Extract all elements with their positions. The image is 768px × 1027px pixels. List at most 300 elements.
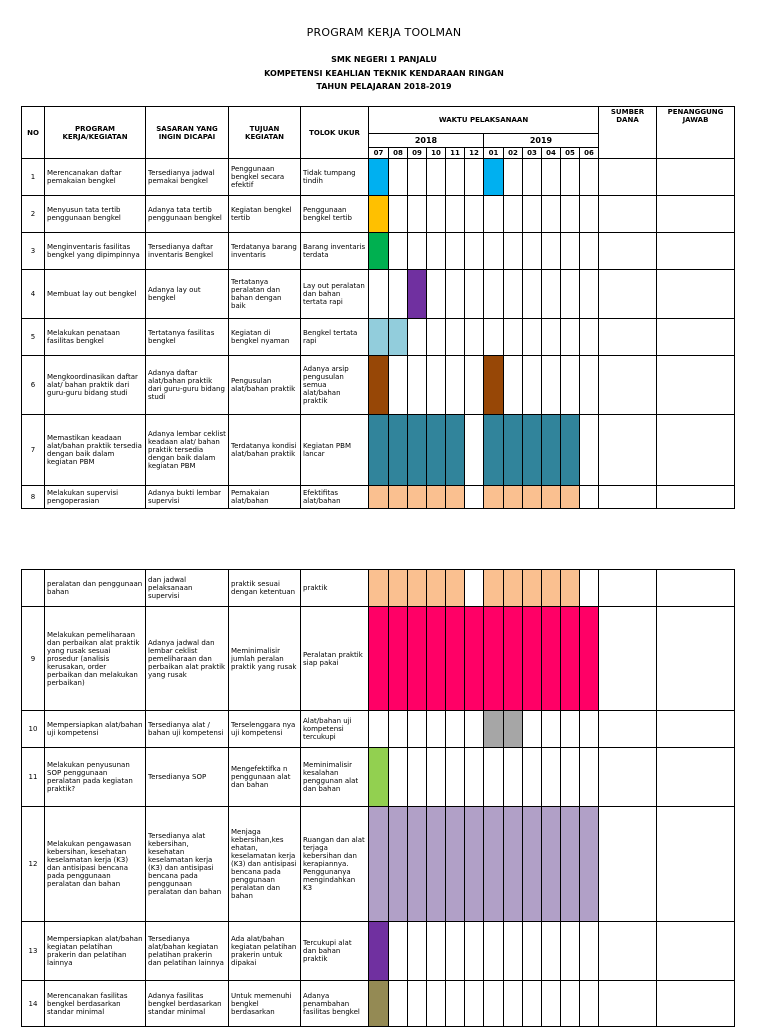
schedule-cell [484, 270, 504, 319]
sumber-cell [599, 807, 657, 922]
penanggung-cell [657, 159, 735, 196]
program-cell: Melakukan penataan fasilitas bengkel [45, 319, 146, 356]
program-cell: Mempersiapkan alat/bahan uji kompetensi [45, 711, 146, 748]
schedule-cell-filled [484, 415, 504, 486]
header-tolok: TOLOK UKUR [301, 107, 369, 159]
program-cell: Membuat lay out bengkel [45, 270, 146, 319]
schedule-cell-filled [504, 607, 523, 711]
schedule-cell [580, 711, 599, 748]
schedule-cell [369, 270, 389, 319]
program-cell: Melakukan pemeliharaan dan perbaikan alat praktik yang rusak sesuai prosedur (analisis kerusakan, order perbaikan dan melakukan perbaikan) [45, 607, 146, 711]
schedule-cell [427, 270, 446, 319]
schedule-cell-filled [523, 607, 542, 711]
tolok-cell: Meminimalisir kesalahan penggunan alat dan bahan [301, 748, 369, 807]
schedule-cell [427, 196, 446, 233]
schedule-cell-filled [408, 270, 427, 319]
schedule-cell [484, 196, 504, 233]
schedule-cell-filled [561, 486, 580, 509]
tolok-cell: Peralatan praktik siap pakai [301, 607, 369, 711]
schedule-cell [446, 922, 465, 981]
schedule-cell [580, 486, 599, 509]
table-row [22, 748, 735, 807]
schedule-cell [504, 233, 523, 270]
schedule-cell-filled [484, 711, 504, 748]
penanggung-cell [657, 711, 735, 748]
schedule-cell-filled [446, 607, 465, 711]
tujuan-cell: Kegiatan bengkel tertib [229, 196, 301, 233]
tujuan-cell: Menjaga kebersihan,kes ehatan, keselamatan kerja (K3) dan antisipasi bencana pada penggunaan peralatan dan bahan [229, 807, 301, 922]
schedule-cell [580, 319, 599, 356]
schedule-cell [446, 711, 465, 748]
sumber-cell [599, 270, 657, 319]
table-row [22, 807, 735, 922]
schedule-cell [484, 319, 504, 356]
sasaran-cell: Tertatanya fasilitas bengkel [146, 319, 229, 356]
sumber-cell [599, 570, 657, 607]
table-row [22, 486, 735, 509]
schedule-cell-filled [523, 807, 542, 922]
month-header-cell: 05 [561, 148, 580, 159]
month-header-cell: 04 [542, 148, 561, 159]
schedule-cell [523, 196, 542, 233]
schedule-cell-filled [369, 356, 389, 415]
sasaran-cell: Adanya tata tertib penggunaan bengkel [146, 196, 229, 233]
schedule-cell [580, 570, 599, 607]
schedule-cell-filled [427, 570, 446, 607]
schedule-cell [465, 415, 484, 486]
schedule-cell [580, 415, 599, 486]
program-cell: Melakukan supervisi pengoperasian [45, 486, 146, 509]
schedule-cell [542, 319, 561, 356]
penanggung-cell [657, 356, 735, 415]
program-cell: Melakukan pengawasan kebersihan, kesehatan keselamatan kerja (K3) dan antisipasi bencana pada penggunaan peralatan dan bahan [45, 807, 146, 922]
tolok-cell: Tercukupi alat dan bahan praktik [301, 922, 369, 981]
page-title: PROGRAM KERJA TOOLMAN [306, 26, 462, 39]
schedule-cell [446, 270, 465, 319]
table-row [22, 196, 735, 233]
sumber-cell [599, 711, 657, 748]
table-row [22, 233, 735, 270]
schedule-cell-filled [446, 807, 465, 922]
table-row [22, 159, 735, 196]
schedule-cell [542, 270, 561, 319]
schedule-cell [389, 196, 408, 233]
tolok-cell: Barang inventaris terdata [301, 233, 369, 270]
row-number [22, 570, 45, 607]
schedule-cell-filled [504, 711, 523, 748]
schedule-cell-filled [369, 196, 389, 233]
tujuan-cell: Terselenggara nya uji kompetensi [229, 711, 301, 748]
row-number: 2 [22, 196, 45, 233]
schedule-cell-filled [408, 607, 427, 711]
schedule-cell [446, 196, 465, 233]
schedule-cell [504, 196, 523, 233]
schedule-cell [465, 711, 484, 748]
program-cell: Merencanakan fasilitas bengkel berdasarkan standar minimal [45, 981, 146, 1027]
tujuan-cell: Meminimalisir jumlah peralan praktik yang rusak [229, 607, 301, 711]
schedule-cell-filled [369, 415, 389, 486]
schedule-cell [408, 356, 427, 415]
tolok-cell: Bengkel tertata rapi [301, 319, 369, 356]
schedule-cell [561, 159, 580, 196]
sumber-cell [599, 415, 657, 486]
schedule-cell-filled [523, 486, 542, 509]
sasaran-cell: Adanya lay out bengkel [146, 270, 229, 319]
sumber-cell [599, 922, 657, 981]
kompetensi-line: KOMPETENSI KEAHLIAN TEKNIK KENDARAAN RINGAN [264, 69, 504, 78]
schedule-cell [408, 922, 427, 981]
schedule-cell-filled [369, 922, 389, 981]
sasaran-cell: Tersedianya SOP [146, 748, 229, 807]
schedule-cell-filled [484, 159, 504, 196]
schedule-cell [427, 356, 446, 415]
schedule-cell-filled [389, 415, 408, 486]
program-cell: peralatan dan penggunaan bahan [45, 570, 146, 607]
row-number: 14 [22, 981, 45, 1027]
schedule-cell-filled [408, 570, 427, 607]
month-header-cell: 01 [484, 148, 504, 159]
schedule-cell [542, 922, 561, 981]
schedule-cell [427, 159, 446, 196]
tolok-cell: Kegiatan PBM lancar [301, 415, 369, 486]
schedule-cell-filled [369, 981, 389, 1027]
program-cell: Menginventaris fasilitas bengkel yang dipimpinnya [45, 233, 146, 270]
penanggung-cell [657, 233, 735, 270]
schedule-cell-filled [561, 807, 580, 922]
table-row [22, 319, 735, 356]
table-row [22, 711, 735, 748]
tujuan-cell: Terdatanya barang inventaris [229, 233, 301, 270]
header-year-2019: 2019 [484, 134, 599, 148]
schedule-cell [561, 319, 580, 356]
row-number: 10 [22, 711, 45, 748]
schedule-cell-filled [427, 807, 446, 922]
schedule-cell-filled [542, 807, 561, 922]
program-cell: Mengkoordinasikan daftar alat/ bahan praktik dari guru-guru bidang studi [45, 356, 146, 415]
tujuan-cell: praktik sesuai dengan ketentuan [229, 570, 301, 607]
schedule-cell-filled [484, 607, 504, 711]
program-table-page-1 [21, 106, 735, 509]
schedule-cell [408, 196, 427, 233]
month-header-cell: 09 [408, 148, 427, 159]
penanggung-cell [657, 319, 735, 356]
tolok-cell: Alat/bahan uji kompetensi tercukupi [301, 711, 369, 748]
schedule-cell [504, 981, 523, 1027]
schedule-cell-filled [561, 415, 580, 486]
tujuan-cell: Terdatanya kondisi alat/bahan praktik [229, 415, 301, 486]
schedule-cell [561, 748, 580, 807]
row-number: 11 [22, 748, 45, 807]
tujuan-cell: Pengusulan alat/bahan praktik [229, 356, 301, 415]
schedule-cell [408, 233, 427, 270]
schedule-cell [446, 233, 465, 270]
schedule-cell [580, 270, 599, 319]
schedule-cell [484, 922, 504, 981]
tujuan-cell: Mengefektifka n penggunaan alat dan bahan [229, 748, 301, 807]
schedule-cell [408, 159, 427, 196]
sumber-cell [599, 233, 657, 270]
schedule-cell-filled [504, 486, 523, 509]
sasaran-cell: dan jadwal pelaksanaan supervisi [146, 570, 229, 607]
sumber-cell [599, 196, 657, 233]
sumber-cell [599, 486, 657, 509]
program-cell: Menyusun tata tertib penggunaan bengkel [45, 196, 146, 233]
schedule-cell [580, 159, 599, 196]
schedule-cell-filled [389, 807, 408, 922]
schedule-cell-filled [369, 807, 389, 922]
month-header-cell: 02 [504, 148, 523, 159]
schedule-cell-filled [408, 807, 427, 922]
schedule-cell [408, 319, 427, 356]
sasaran-cell: Adanya daftar alat/bahan praktik dari guru-guru bidang studi [146, 356, 229, 415]
schedule-cell-filled [446, 570, 465, 607]
school-name: SMK NEGERI 1 PANJALU [331, 55, 437, 64]
schedule-cell-filled [465, 807, 484, 922]
schedule-cell [504, 270, 523, 319]
schedule-cell [389, 356, 408, 415]
sasaran-cell: Tersedianya alat/bahan kegiatan pelatihan prakerin dan pelatihan lainnya [146, 922, 229, 981]
header-year-2018: 2018 [369, 134, 484, 148]
schedule-cell [542, 711, 561, 748]
schedule-cell [561, 922, 580, 981]
row-number: 7 [22, 415, 45, 486]
table-row [22, 922, 735, 981]
schedule-cell [542, 748, 561, 807]
tujuan-cell: Untuk memenuhi bengkel berdasarkan [229, 981, 301, 1027]
schedule-cell [580, 981, 599, 1027]
table-row [22, 607, 735, 711]
schedule-cell-filled [561, 570, 580, 607]
schedule-cell-filled [504, 570, 523, 607]
table-row [22, 415, 735, 486]
schedule-cell [484, 981, 504, 1027]
schedule-cell [561, 233, 580, 270]
schedule-cell [504, 356, 523, 415]
schedule-cell-filled [427, 486, 446, 509]
schedule-cell-filled [465, 607, 484, 711]
schedule-cell [523, 319, 542, 356]
schedule-cell [446, 319, 465, 356]
program-table-page-2 [21, 569, 735, 1027]
schedule-cell-filled [389, 486, 408, 509]
header-penanggung: PENANGGUNG JAWAB [657, 107, 735, 159]
schedule-cell [427, 319, 446, 356]
schedule-cell-filled [484, 356, 504, 415]
schedule-cell [389, 159, 408, 196]
program-cell: Mempersiapkan alat/bahan kegiatan pelatihan prakerin dan pelatihan lainnya [45, 922, 146, 981]
tolok-cell: praktik [301, 570, 369, 607]
academic-year: TAHUN PELAJARAN 2018-2019 [316, 82, 452, 91]
month-header-cell: 12 [465, 148, 484, 159]
row-number: 8 [22, 486, 45, 509]
penanggung-cell [657, 415, 735, 486]
tolok-cell: Lay out peralatan dan bahan tertata rapi [301, 270, 369, 319]
header-sumber: SUMBER DANA [599, 107, 657, 159]
month-header-cell: 06 [580, 148, 599, 159]
schedule-cell-filled [504, 807, 523, 922]
schedule-cell [542, 159, 561, 196]
schedule-cell [427, 233, 446, 270]
schedule-cell [369, 711, 389, 748]
schedule-cell [580, 748, 599, 807]
tujuan-cell: Penggunaan bengkel secara efektif [229, 159, 301, 196]
schedule-cell [561, 711, 580, 748]
schedule-cell [465, 981, 484, 1027]
header-program: PROGRAM KERJA/KEGIATAN [45, 107, 146, 159]
schedule-cell [446, 748, 465, 807]
penanggung-cell [657, 270, 735, 319]
schedule-cell [389, 711, 408, 748]
sasaran-cell: Adanya bukti lembar supervisi [146, 486, 229, 509]
schedule-cell-filled [446, 486, 465, 509]
schedule-cell [465, 748, 484, 807]
month-header-cell: 11 [446, 148, 465, 159]
schedule-cell [580, 356, 599, 415]
schedule-cell [580, 196, 599, 233]
sumber-cell [599, 319, 657, 356]
penanggung-cell [657, 807, 735, 922]
row-number: 6 [22, 356, 45, 415]
schedule-cell-filled [580, 807, 599, 922]
schedule-cell-filled [369, 233, 389, 270]
schedule-cell-filled [561, 607, 580, 711]
schedule-cell [523, 711, 542, 748]
schedule-cell-filled [389, 319, 408, 356]
schedule-cell-filled [408, 486, 427, 509]
schedule-cell-filled [389, 570, 408, 607]
schedule-cell-filled [369, 570, 389, 607]
tujuan-cell: Tertatanya peralatan dan bahan dengan baik [229, 270, 301, 319]
header-waktu: WAKTU PELAKSANAAN [369, 107, 599, 134]
schedule-cell [523, 159, 542, 196]
schedule-cell-filled [542, 415, 561, 486]
schedule-cell [465, 270, 484, 319]
schedule-cell [465, 486, 484, 509]
schedule-cell [408, 981, 427, 1027]
table-row [22, 570, 735, 607]
schedule-cell [561, 196, 580, 233]
schedule-cell [408, 748, 427, 807]
schedule-cell [427, 711, 446, 748]
schedule-cell [446, 159, 465, 196]
schedule-cell [484, 748, 504, 807]
schedule-cell [542, 981, 561, 1027]
schedule-cell [465, 159, 484, 196]
schedule-cell [542, 356, 561, 415]
schedule-cell [427, 922, 446, 981]
schedule-cell-filled [542, 607, 561, 711]
program-cell: Melakukan penyusunan SOP penggunaan peralatan pada kegiatan praktik? [45, 748, 146, 807]
schedule-cell-filled [484, 807, 504, 922]
schedule-cell [580, 233, 599, 270]
schedule-cell [389, 233, 408, 270]
schedule-cell [446, 356, 465, 415]
schedule-cell [389, 748, 408, 807]
row-number: 13 [22, 922, 45, 981]
schedule-cell [504, 748, 523, 807]
schedule-cell-filled [369, 486, 389, 509]
tujuan-cell: Ada alat/bahan kegiatan pelatihan prakerin untuk dipakai [229, 922, 301, 981]
tolok-cell: Ruangan dan alat terjaga kebersihan dan kerapiannya. Penggunanya mengindahkan K3 [301, 807, 369, 922]
row-number: 1 [22, 159, 45, 196]
schedule-cell [523, 233, 542, 270]
schedule-cell [427, 981, 446, 1027]
header-no: NO [22, 107, 45, 159]
tolok-cell: Tidak tumpang tindih [301, 159, 369, 196]
penanggung-cell [657, 570, 735, 607]
schedule-cell [561, 356, 580, 415]
schedule-cell [523, 356, 542, 415]
row-number: 4 [22, 270, 45, 319]
sumber-cell [599, 748, 657, 807]
header-sasaran: SASARAN YANG INGIN DICAPAI [146, 107, 229, 159]
schedule-cell [389, 981, 408, 1027]
schedule-cell-filled [542, 570, 561, 607]
table-row [22, 356, 735, 415]
schedule-cell [523, 922, 542, 981]
sumber-cell [599, 159, 657, 196]
schedule-cell-filled [542, 486, 561, 509]
tolok-cell: Penggunaan bengkel tertib [301, 196, 369, 233]
schedule-cell [580, 922, 599, 981]
penanggung-cell [657, 607, 735, 711]
schedule-cell [523, 270, 542, 319]
schedule-cell [504, 922, 523, 981]
schedule-cell [504, 159, 523, 196]
schedule-cell [465, 233, 484, 270]
sumber-cell [599, 356, 657, 415]
month-header-cell: 08 [389, 148, 408, 159]
schedule-cell-filled [408, 415, 427, 486]
schedule-cell [465, 570, 484, 607]
schedule-cell [427, 748, 446, 807]
penanggung-cell [657, 196, 735, 233]
tujuan-cell: Pemakaian alat/bahan [229, 486, 301, 509]
sasaran-cell: Tersedianya jadwal pemakai bengkel [146, 159, 229, 196]
sumber-cell [599, 607, 657, 711]
tolok-cell: Adanya arsip pengusulan semua alat/bahan praktik [301, 356, 369, 415]
schedule-cell-filled [369, 748, 389, 807]
tujuan-cell: Kegiatan di bengkel nyaman [229, 319, 301, 356]
sasaran-cell: Adanya jadwal dan lembar ceklist pemeliharaan dan perbaikan alat praktik yang rusak [146, 607, 229, 711]
schedule-cell-filled [523, 415, 542, 486]
sasaran-cell: Tersedianya alat kebersihan, kesehatan keselamatan kerja (K3) dan antisipasi bencana pada penggunaan peralatan dan bahan [146, 807, 229, 922]
schedule-cell-filled [446, 415, 465, 486]
table-row [22, 981, 735, 1027]
table-body-page-1 [22, 159, 735, 509]
schedule-cell [542, 196, 561, 233]
table-body-page-2 [22, 570, 735, 1027]
schedule-cell [465, 319, 484, 356]
sasaran-cell: Tersedianya alat / bahan uji kompetensi [146, 711, 229, 748]
row-number: 12 [22, 807, 45, 922]
schedule-cell [389, 922, 408, 981]
schedule-cell-filled [389, 607, 408, 711]
schedule-cell-filled [427, 415, 446, 486]
month-header-cell: 07 [369, 148, 389, 159]
tolok-cell: Adanya penambahan fasilitas bengkel [301, 981, 369, 1027]
schedule-cell-filled [427, 607, 446, 711]
schedule-cell [465, 356, 484, 415]
schedule-cell-filled [369, 159, 389, 196]
schedule-cell [561, 270, 580, 319]
schedule-cell [484, 233, 504, 270]
schedule-cell-filled [484, 570, 504, 607]
schedule-cell [465, 196, 484, 233]
schedule-cell [542, 233, 561, 270]
program-cell: Memastikan keadaan alat/bahan praktik tersedia dengan baik dalam kegiatan PBM [45, 415, 146, 486]
schedule-cell [523, 981, 542, 1027]
